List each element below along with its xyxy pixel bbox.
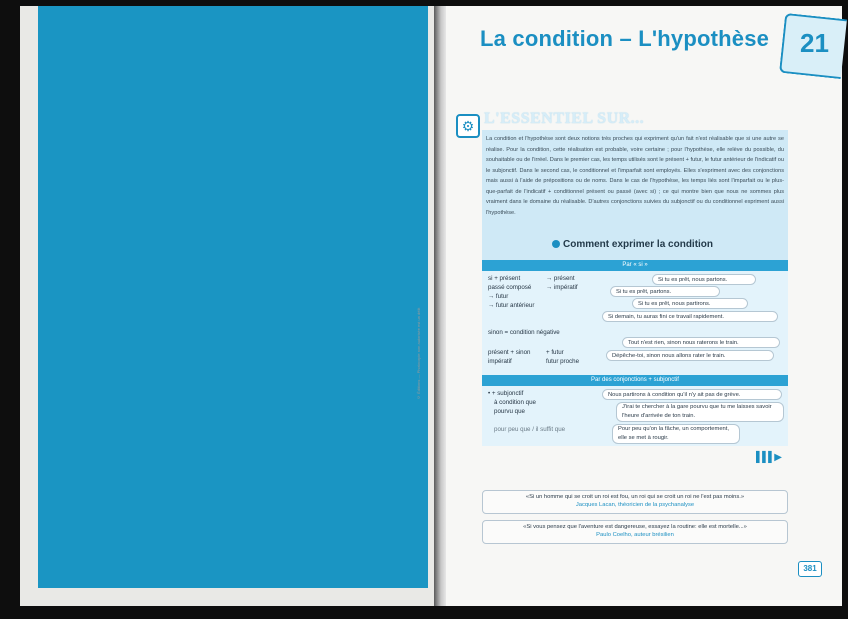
rule-text: futur proche — [546, 358, 580, 365]
gears-icon: ⚙ — [456, 114, 480, 138]
example-bubble: Si tu es prêt, nous partons. — [652, 274, 756, 285]
band-conjonctions: Par des conjonctions + subjonctif — [482, 375, 788, 386]
essentiel-box — [482, 130, 788, 446]
rule-text: → impératif — [546, 284, 578, 291]
quote-body: «Si un homme qui se croit un roi est fou, un roi qui se croit un roi ne l'est pas moins.» — [525, 494, 745, 500]
table-si — [482, 271, 788, 375]
table-conjonctions — [482, 386, 788, 446]
rule-text: pourvu que — [494, 408, 525, 415]
example-bubble: Si tu es prêt, nous partirons. — [632, 298, 748, 309]
bullet-dot-icon — [552, 240, 560, 248]
quote-body: «Si vous pensez que l'aventure est dangereuse, essayez la routine: elle est mortelle...» — [523, 524, 747, 530]
section-title — [552, 239, 713, 250]
rule-text: à condition que — [494, 399, 536, 406]
band-par-si: Par « si » — [482, 260, 788, 271]
example-bubble: Dépêche-toi, sinon nous allons rater le train. — [606, 350, 774, 361]
quote-author: Jacques Lacan, théoricien de la psychanalyse — [575, 502, 695, 508]
rule-text: impératif — [488, 358, 512, 365]
rule-text: → futur — [488, 293, 509, 300]
example-bubble: Pour peu qu'on la fâche, un comportement, elle se met à rougir. — [612, 424, 740, 444]
continue-arrow-icon: ▌▌▌▶ — [756, 452, 781, 463]
intro-paragraph: La condition et l'hypothèse sont deux notions très proches qui expriment qu'un fait n'est réalisable que si une autre se réalise. Pour la condition, cette réalisation est probable, voire certaine ; pour l'hypothèse, elle relève du possible, du souhaitable ou de l'irréel. Dans le premier cas, les temps utilisés sont le présent + futur, le futur antérieur de l'indicatif ou le subjonctif. Dans le second cas, le conditionnel et l'imparfait sont employés. Elles s'expriment avec des conjonctions mais aussi à l'aide de prépositions ou de noms. Dans le cas de l'hypothèse, les temps liés sont l'imparfait ou le plus-que-parfait de l'indicatif + conditionnel présent ou passé (avec si) ; ce qui montre bien que nous ne sommes plus vraiment dans le domaine du réalisable. D'autres conjonctions suivies du subjonctif ou du conditionnel expriment aussi l'hypothèse. — [486, 136, 784, 216]
quote-box — [482, 490, 788, 514]
rule-text: → futur antérieur — [488, 302, 535, 309]
chapter-number: 21 — [800, 28, 829, 58]
example-bubble: J'irai te chercher à la gare pourvu que tu me laisses savoir l'heure d'arrivée de ton train. — [616, 402, 784, 422]
example-bubble: Nous partirons à condition qu'il n'y ait pas de grève. — [602, 389, 782, 400]
rule-text: pour peu que / il suffit que — [494, 426, 566, 433]
quote-text — [487, 523, 783, 539]
rule-text: → présent — [546, 275, 575, 282]
rule-text: passé composé — [488, 284, 532, 291]
page-title: La condition – L'hypothèse — [480, 26, 770, 51]
quote-author: Paulo Coelho, auteur brésilien — [596, 532, 674, 538]
rule-text: • + subjonctif — [488, 390, 524, 397]
rule-text: si + présent — [488, 275, 521, 282]
example-bubble: Tout n'est rien, sinon nous raterons le train. — [622, 337, 780, 348]
rule-sinon: sinon = condition négative — [488, 329, 560, 336]
essentiel-heading: L'ESSENTIEL SUR... — [484, 110, 645, 127]
gutter-copyright-note: © Éditions — Photocopie non autorisée est un délit — [416, 307, 421, 400]
quote-text — [487, 493, 783, 509]
quote-box — [482, 520, 788, 544]
rule-text: présent + sinon — [488, 349, 531, 356]
blue-panel — [38, 6, 428, 588]
page-number: 381 — [798, 561, 822, 577]
left-page — [20, 6, 436, 606]
example-bubble: Si demain, tu auras fini ce travail rapidement. — [602, 311, 778, 322]
example-bubble: Si tu es prêt, partons. — [610, 286, 720, 297]
rule-text: + futur — [546, 349, 564, 356]
right-page — [446, 6, 842, 606]
section-title-text: Comment exprimer la condition — [563, 239, 714, 250]
